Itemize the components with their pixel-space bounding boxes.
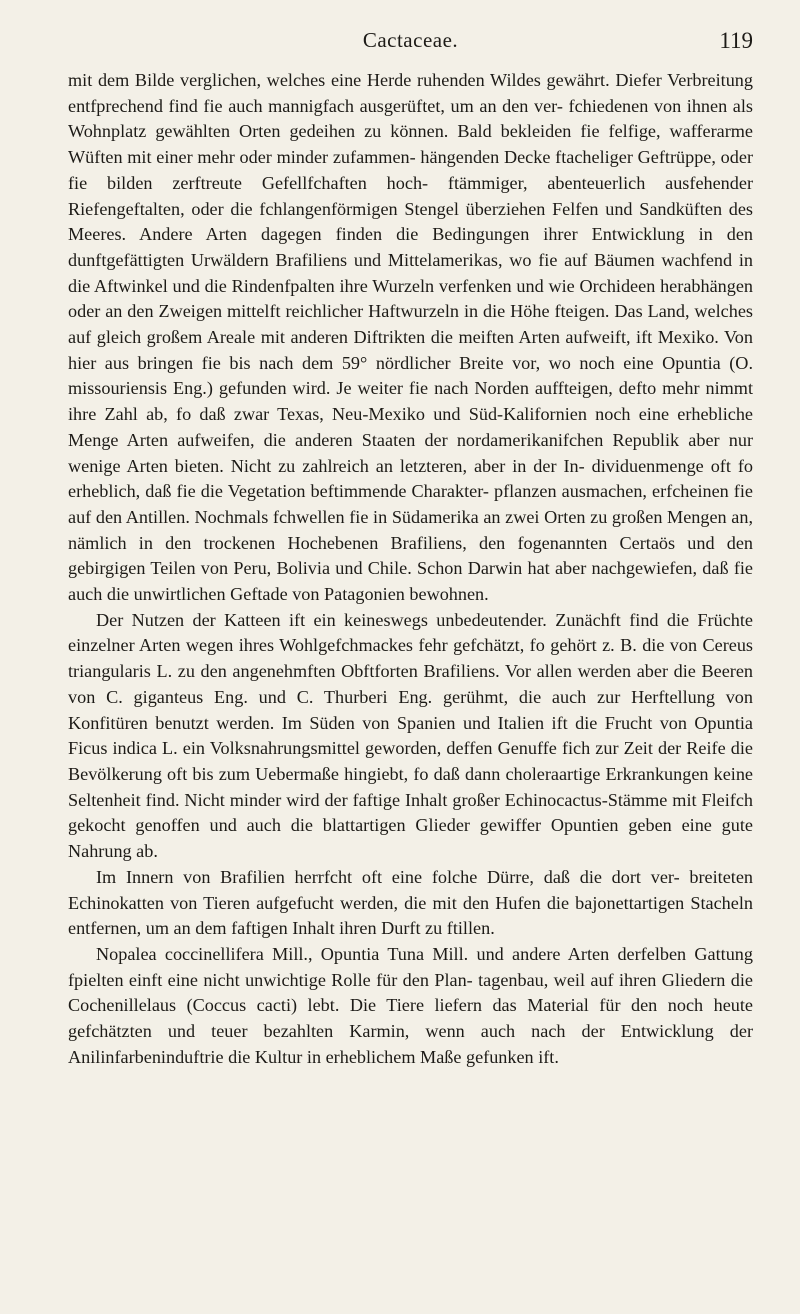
- paragraph-brazil-drought: Im Innern von Brafilien herrfcht oft eine folche Dürre, daß die dort ver- breiteten Echinokatten von Tieren aufgefucht werden, die mit den Hufen die bajonettartigen Stacheln entfernen, um an dem faftigen Inhalt ihren Durft zu ftillen.: [68, 866, 753, 939]
- running-header: [68, 28, 753, 68]
- book-page: [68, 28, 753, 1288]
- page-number: 119: [719, 28, 753, 53]
- paragraph-distribution: mit dem Bilde verglichen, welches eine Herde ruhenden Wildes gewährt. Diefer Verbreitung entfprechend find fie auch mannigfach ausgerüftet, um an den ver- fchiedenen von ihnen als Wohnplatz gewählten Orten gedeihen zu können. Bald bekleiden fie felfige, wafferarme Wüften mit einer mehr oder minder zufammen- hängenden Decke ftacheliger Geftrüppe, oder fie bilden zerftreute Gefellfchaften hoch- ftämmiger, abenteuerlich ausfehender Riefengeftalten, oder die fchlangenförmigen Stengel überziehen Felfen und Sandküften des Meeres. Andere Arten dagegen finden die Bedingungen ihrer Entwicklung in den dunftgefättigten Urwäldern Brafiliens und Mittelamerikas, wo fie auf Bäumen wachfend in die Aftwinkel und die Rindenfpalten ihre Wurzeln verfenken und wie Orchideen herabhängen oder an den Zweigen mittelft reichlicher Haftwurzeln in die Höhe fteigen. Das Land, welches auf gleich großem Areale mit anderen Diftrikten die meiften Arten aufweift, ift Mexiko. Von hier aus bringen fie bis nach dem 59° nördlicher Breite vor, wo noch eine Opuntia (O. missouriensis Eng.) gefunden wird. Je weiter fie nach Norden auffteigen, defto mehr nimmt ihre Zahl ab, fo daß zwar Texas, Neu-Mexiko und Süd-Kalifornien noch eine erhebliche Menge Arten aufweifen, die anderen Staaten der nordamerikanifchen Republik aber nur wenige Arten bieten. Nicht zu zahlreich an letzteren, aber in der In- dividuenmenge oft fo erheblich, daß fie die Vegetation beftimmende Charakter- pflanzen ausmachen, erfcheinen fie auf den Antillen. Nochmals fchwellen fie in Südamerika an zwei Orten zu großen Mengen an, nämlich in den trockenen Hochebenen Brafiliens, den fogenannten Certaös und den gebirgigen Teilen von Peru, Bolivia und Chile. Schon Darwin hat aber nachgewiefen, daß fie auch die unwirtlichen Geftade von Patagonien bewohnen.: [68, 70, 753, 605]
- running-title: Cactaceae.: [362, 28, 459, 52]
- body-text: [68, 68, 753, 1070]
- paragraph-cochineal: Nopalea coccinellifera Mill., Opuntia Tuna Mill. und andere Arten derfelben Gattung fpielten einft eine nicht unwichtige Rolle für den Plan- tagenbau, weil auf ihren Gliedern die Cochenillelaus (Coccus cacti) lebt. Die Tiere liefern das Material für den noch heute gefchätzten und teuer bezahlten Karmin, wenn auch nach der Entwicklung der Anilinfarbeninduftrie die Kultur in erheblichem Maße gefunken ift.: [68, 943, 753, 1067]
- paragraph-uses: Der Nutzen der Katteen ift ein keineswegs unbedeutender. Zunächft find die Früchte einzelner Arten wegen ihres Wohlgefchmackes fehr gefchätzt, fo gehört z. B. die von Cereus triangularis L. zu den angenehmften Obftforten Brafiliens. Vor allen werden aber die Beeren von C. giganteus Eng. und C. Thurberi Eng. gerühmt, die auch zur Herftellung von Konfitüren benutzt werden. Im Süden von Spanien und Italien ift die Frucht von Opuntia Ficus indica L. ein Volksnahrungsmittel geworden, deffen Genuffe fich zur Zeit der Reife die Bevölkerung oft bis zum Uebermaße hingiebt, fo daß dann choleraartige Erkrankungen keine Seltenheit find. Nicht minder wird der faftige Inhalt großer Echinocactus-Stämme mit Fleifch gekocht genoffen und auch die blattartigen Glieder gewiffer Opuntien geben eine gute Nahrung ab.: [68, 609, 753, 862]
